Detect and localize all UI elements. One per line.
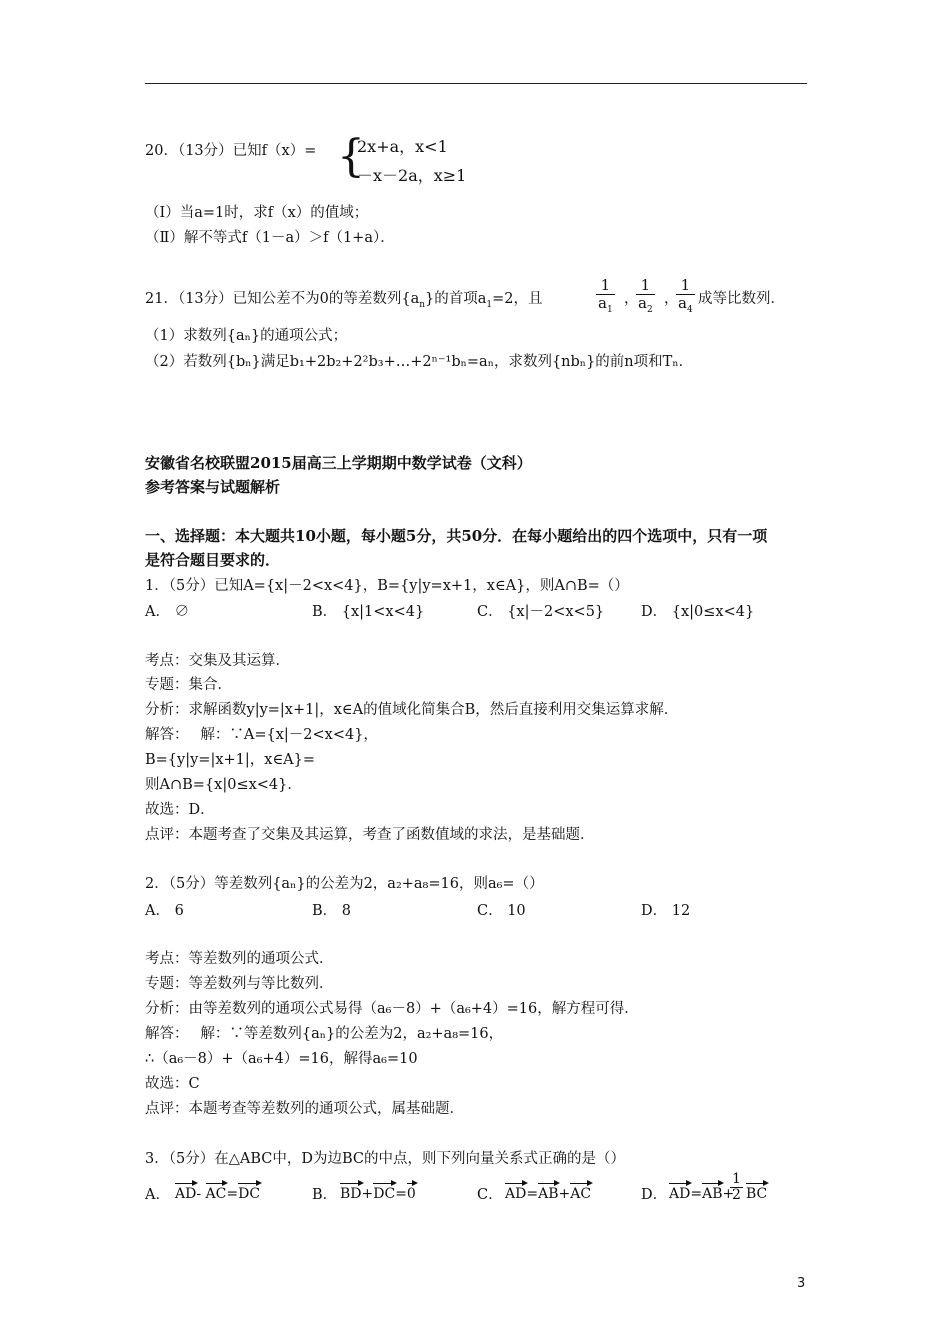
q3-option-c-label: C．	[477, 1187, 503, 1203]
q1-kaodian: 考点：交集及其运算．	[145, 653, 290, 669]
q1-option-b: B． {x|1<x<4}	[312, 604, 425, 620]
q2-option-b: B． 8	[312, 903, 351, 919]
q2-stem: 2．（5分）等差数列{aₙ}的公差为2，a₂+a₈=16，则a₆=（）	[145, 876, 544, 892]
q20-case2: －x－2a，x≥1	[357, 166, 467, 185]
q20-part1: （Ⅰ）当a=1时，求f（x）的值域；	[145, 205, 369, 221]
q20-part2: （Ⅱ）解不等式f（1－a）＞f（1+a）．	[145, 230, 395, 246]
q21-part1: （1）求数列{aₙ}的通项公式；	[145, 328, 348, 344]
q1-fenxi: 分析：求解函数y|y=|x+1|，x∈A的值域化简集合B，然后直接利用交集运算求解．	[145, 702, 679, 718]
q21-tail: 成等比数列．	[698, 291, 785, 307]
q3-option-a-label: A．	[145, 1187, 170, 1203]
q1-zhuanti: 专题：集合．	[145, 677, 232, 693]
q2-fenxi: 分析：由等差数列的通项公式易得（a₆－8）+（a₆+4）=16，解方程可得．	[145, 1001, 639, 1017]
answers-title: 安徽省名校联盟2015届高三上学期期中数学试卷（文科）	[145, 454, 532, 472]
q21-part2: （2）若数列{bₙ}满足b₁+2b₂+2²b₃+…+2ⁿ⁻¹bₙ=aₙ，求数列{nbₙ}的前n项和Tₙ．	[145, 354, 694, 370]
section-heading-1: 一、选择题：本大题共10小题，每小题5分，共50分．在每小题给出的四个选项中，只有一项	[145, 527, 768, 545]
q2-guxuan: 故选：C	[145, 1076, 200, 1092]
answers-subtitle: 参考答案与试题解析	[145, 478, 281, 496]
q3-option-d-bc: BC	[746, 1182, 767, 1202]
q1-dianping: 点评：本题考查了交集及其运算，考查了函数值域的求法，是基础题．	[145, 827, 595, 843]
q21-frac-2: $\frac{1}{a_2}$	[636, 277, 655, 319]
q21-frac-3: $\frac{1}{a_4}$	[676, 277, 695, 319]
q1-stem: 1．（5分）已知A={x|－2<x<4}，B={y|y=x+1，x∈A}，则A∩B=（）	[145, 578, 629, 594]
q20-case1: 2x+a，x<1	[357, 137, 448, 156]
q21-comma-1: ，	[624, 291, 639, 307]
q21-frac-1: $\frac{1}{a_1}$	[596, 277, 615, 319]
q3-option-a: AD- AC=DC	[175, 1182, 260, 1202]
q20-stem: 20．（13分）已知f（x）=	[145, 143, 317, 159]
q2-jieda: 解答： 解：∵等差数列{aₙ}的公差为2，a₂+a₈=16，	[145, 1026, 504, 1042]
piecewise-brace: {	[337, 131, 365, 182]
section-heading-2: 是符合题目要求的．	[145, 551, 281, 569]
q1-option-d: D． {x|0≤x<4}	[641, 604, 755, 620]
q21-comma-2: ，	[664, 291, 679, 307]
q3-option-b: BD+DC=0	[340, 1182, 416, 1202]
q1-jieda-line3: 则A∩B={x|0≤x<4}．	[145, 777, 302, 793]
q3-stem: 3．（5分）在△ABC中，D为边BC的中点，则下列向量关系式正确的是（）	[145, 1151, 625, 1167]
q1-option-c: C． {x|－2<x<5}	[477, 604, 605, 620]
q2-kaodian: 考点：等差数列的通项公式．	[145, 951, 334, 967]
q3-option-c: AD=AB+AC	[505, 1182, 591, 1202]
q2-jieda-line2: ∴（a₆－8）+（a₆+4）=16，解得a₆=10	[145, 1051, 418, 1067]
q1-jieda-line2: B={y|y=|x+1|，x∈A}=	[145, 752, 316, 768]
q2-option-c: C． 10	[477, 903, 526, 919]
q2-option-d: D． 12	[641, 903, 691, 919]
q3-option-d-label: D．	[641, 1187, 668, 1203]
q2-zhuanti: 专题：等差数列与等比数列．	[145, 976, 334, 992]
q1-option-a: A． ∅	[145, 604, 190, 620]
q2-option-a: A． 6	[145, 903, 184, 919]
q21-stem: 21．（13分）已知公差不为0的等差数列$\{a_n\}$的首项$a_1=2$，且	[145, 291, 543, 310]
page-number: 3	[797, 1276, 806, 1291]
q1-guxuan: 故选：D．	[145, 802, 215, 818]
header-rule	[145, 83, 807, 84]
q3-half-fraction: $\frac{1}{2}$	[732, 1171, 741, 1203]
q3-option-d: AD=AB+	[669, 1182, 734, 1202]
q3-option-b-label: B．	[312, 1187, 338, 1203]
q2-dianping: 点评：本题考查等差数列的通项公式，属基础题．	[145, 1101, 464, 1117]
q1-jieda: 解答： 解：∵A={x|－2<x<4}，	[145, 727, 378, 743]
